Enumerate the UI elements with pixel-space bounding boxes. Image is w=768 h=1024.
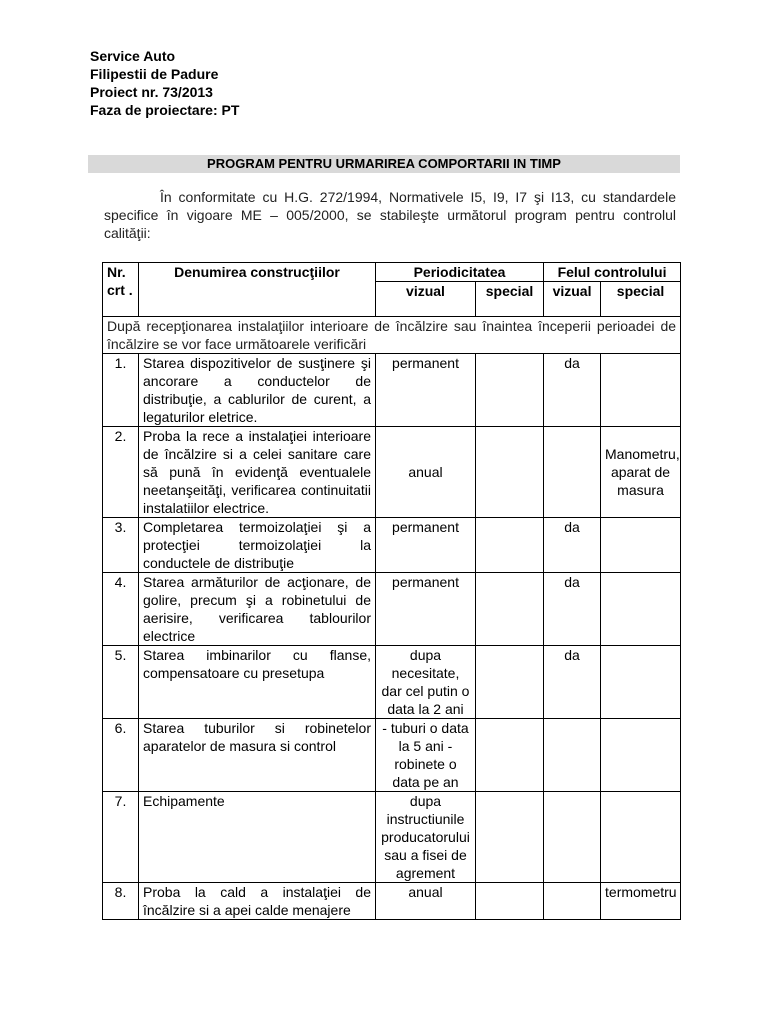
table-row [103, 573, 681, 646]
row-periodicity-special [476, 719, 544, 792]
subheader-periodicitate-vizual: vizual [376, 282, 476, 317]
row-periodicity-special [476, 883, 544, 920]
table-row [103, 354, 681, 427]
section-note: După recepţionarea instalaţiilor interioare de încălzire sau înaintea începerii perioadei de încălzire se vor face următoarele verificări [103, 317, 681, 354]
row-number: 3. [103, 518, 139, 573]
row-periodicity-special [476, 427, 544, 518]
subheader-control-special: special [601, 282, 681, 317]
document-header [90, 47, 239, 119]
header-felul-controlului: Felul controlului [544, 263, 681, 282]
control-program-table [102, 262, 681, 920]
row-control-visual: da [544, 518, 601, 573]
row-number: 5. [103, 646, 139, 719]
row-control-special: Manometru, aparat de masura [601, 427, 681, 518]
row-periodicity-visual: - tuburi o data la 5 ani - robinete o data pe an [376, 719, 476, 792]
row-number: 6. [103, 719, 139, 792]
subheader-periodicitate-special: special [476, 282, 544, 317]
row-control-visual: da [544, 354, 601, 427]
header-location: Filipestii de Padure [90, 66, 219, 82]
header-company: Service Auto [90, 48, 176, 64]
table-row [103, 792, 681, 883]
header-nr-crt: Nr. crt . [103, 263, 139, 317]
row-control-special [601, 518, 681, 573]
row-description: Starea armăturilor de acţionare, de golire, precum şi a robinetului de aerisire, verificarea tablourilor electrice [139, 573, 376, 646]
row-periodicity-special [476, 792, 544, 883]
row-periodicity-visual: permanent [376, 518, 476, 573]
row-description: Proba la rece a instalaţiei interioare de încălzire si a celei sanitare care să pună în evidenţă eventualele neetanşeităţi, verificarea continuitatii instalatiilor electrice. [139, 427, 376, 518]
row-control-special [601, 646, 681, 719]
table-row [103, 719, 681, 792]
document-title: PROGRAM PENTRU URMARIREA COMPORTARII IN TIMP [88, 155, 680, 173]
row-control-visual [544, 883, 601, 920]
row-periodicity-special [476, 646, 544, 719]
header-project: Proiect nr. 73/2013 [90, 84, 213, 100]
table-row [103, 646, 681, 719]
header-denumire: Denumirea construcţiilor [139, 263, 376, 317]
row-periodicity-special [476, 354, 544, 427]
row-description: Completarea termoizolaţiei şi a protecţiei termoizolaţiei la conductele de distribuţie [139, 518, 376, 573]
table-row [103, 518, 681, 573]
row-control-visual [544, 427, 601, 518]
row-control-visual [544, 719, 601, 792]
row-control-special: termometru [601, 883, 681, 920]
row-control-special [601, 792, 681, 883]
header-phase: Faza de proiectare: PT [90, 102, 240, 118]
row-control-visual [544, 792, 601, 883]
row-description: Starea tuburilor si robinetelor aparatelor de masura si control [139, 719, 376, 792]
table-row [103, 883, 681, 920]
row-number: 1. [103, 354, 139, 427]
row-periodicity-visual: anual [376, 427, 476, 518]
row-control-special [601, 573, 681, 646]
row-periodicity-special [476, 573, 544, 646]
row-number: 8. [103, 883, 139, 920]
row-number: 7. [103, 792, 139, 883]
row-control-visual: da [544, 646, 601, 719]
row-description: Proba la cald a instalaţiei de încălzire si a apei calde menajere [139, 883, 376, 920]
row-periodicity-visual: dupa instructiunile producatorului sau a fisei de agrement [376, 792, 476, 883]
table-row [103, 427, 681, 518]
row-periodicity-special [476, 518, 544, 573]
row-periodicity-visual: permanent [376, 354, 476, 427]
row-control-visual: da [544, 573, 601, 646]
row-number: 4. [103, 573, 139, 646]
intro-paragraph [104, 188, 676, 242]
row-periodicity-visual: anual [376, 883, 476, 920]
table-section-row [103, 317, 681, 354]
row-control-special [601, 719, 681, 792]
intro-text: În conformitate cu H.G. 272/1994, Normativele I5, I9, I7 şi I13, cu standardele specifice în vigoare ME – 005/2000, se stabileşte următorul program pentru controlul calităţii: [104, 189, 676, 241]
row-periodicity-visual: dupa necesitate, dar cel putin o data la 2 ani [376, 646, 476, 719]
row-periodicity-visual: permanent [376, 573, 476, 646]
row-description: Echipamente [139, 792, 376, 883]
row-number: 2. [103, 427, 139, 518]
table-header-row [103, 263, 681, 282]
row-description: Starea dispozitivelor de susţinere şi ancorare a conductelor de distribuţie, a cablurilor de curent, a legaturilor eletrice. [139, 354, 376, 427]
row-description: Starea imbinarilor cu flanse, compensatoare cu presetupa [139, 646, 376, 719]
header-periodicitatea: Periodicitatea [376, 263, 544, 282]
subheader-control-vizual: vizual [544, 282, 601, 317]
row-control-special [601, 354, 681, 427]
